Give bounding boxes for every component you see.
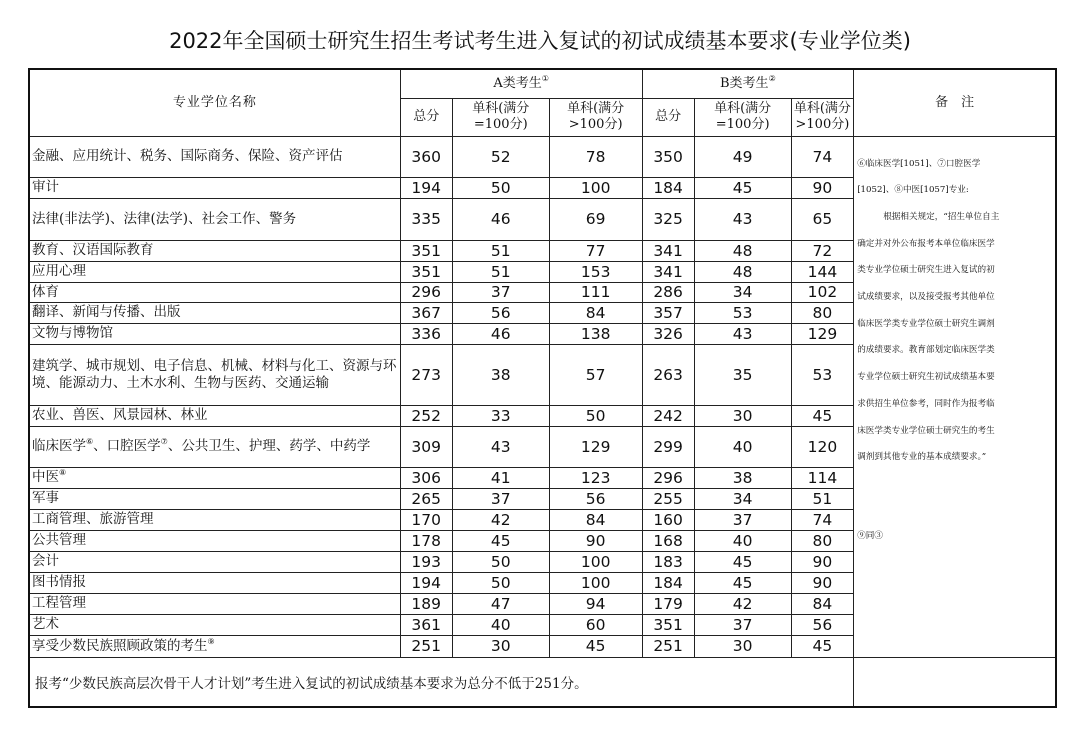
row-name: 体育 <box>29 282 400 302</box>
header-a-total: 总分 <box>400 98 452 136</box>
a-single-eq100: 37 <box>452 488 549 509</box>
header-b-total: 总分 <box>642 98 694 136</box>
b-single-eq100: 30 <box>694 405 791 426</box>
page-title: 2022年全国硕士研究生招生考试考生进入复试的初试成绩基本要求(专业学位类) <box>169 29 911 53</box>
header-group-b: B类考生② <box>642 69 854 98</box>
b-total: 184 <box>642 177 694 198</box>
remarks-tail: ⑨同③ <box>857 530 883 541</box>
b-single-eq100: 45 <box>694 551 791 572</box>
a-total: 306 <box>400 467 452 488</box>
a-total: 351 <box>400 240 452 261</box>
row-name: 审计 <box>29 177 400 198</box>
b-total: 350 <box>642 136 694 177</box>
a-total: 194 <box>400 572 452 593</box>
b-single-eq100: 53 <box>694 302 791 323</box>
a-total: 178 <box>400 530 452 551</box>
b-total: 325 <box>642 198 694 240</box>
a-total: 360 <box>400 136 452 177</box>
a-total: 335 <box>400 198 452 240</box>
b-single-eq100: 43 <box>694 198 791 240</box>
footer-note: 报考“少数民族高层次骨干人才计划”考生进入复试的初试成绩基本要求为总分不低于251分。 <box>29 657 854 707</box>
score-requirements-table <box>28 68 1057 708</box>
b-single-gt100: 80 <box>791 530 854 551</box>
a-total: 189 <box>400 593 452 614</box>
b-single-eq100: 30 <box>694 635 791 657</box>
b-single-gt100: 90 <box>791 551 854 572</box>
row-name: 享受少数民族照顾政策的考生⑨ <box>29 635 400 657</box>
b-single-gt100: 74 <box>791 136 854 177</box>
b-single-eq100: 37 <box>694 614 791 635</box>
remarks-line: ⑥临床医学[1051]、⑦口腔医学 <box>857 158 981 169</box>
a-single-gt100: 69 <box>549 198 642 240</box>
table-row <box>29 136 1056 177</box>
row-name: 应用心理 <box>29 261 400 282</box>
row-name: 法律(非法学)、法律(法学)、社会工作、警务 <box>29 198 400 240</box>
footnote-2-mark: ② <box>768 73 776 83</box>
a-total: 251 <box>400 635 452 657</box>
a-single-eq100: 43 <box>452 426 549 467</box>
row-name: 临床医学⑥、口腔医学⑦、公共卫生、护理、药学、中药学 <box>29 426 400 467</box>
remarks-line: [1052]、⑧中医[1057]专业: <box>857 185 969 196</box>
row-name: 公共管理 <box>29 530 400 551</box>
a-single-gt100: 50 <box>549 405 642 426</box>
b-single-eq100: 38 <box>694 467 791 488</box>
footnote-7-mark: ⑦ <box>160 437 168 446</box>
b-single-eq100: 45 <box>694 177 791 198</box>
row-name: 文物与博物馆 <box>29 323 400 344</box>
b-single-gt100: 56 <box>791 614 854 635</box>
row-name: 图书情报 <box>29 572 400 593</box>
a-total: 194 <box>400 177 452 198</box>
row-name: 工商管理、旅游管理 <box>29 509 400 530</box>
a-single-gt100: 45 <box>549 635 642 657</box>
row-name: 中医⑧ <box>29 467 400 488</box>
b-single-gt100: 74 <box>791 509 854 530</box>
remarks-line: 调剂到其他专业的基本成绩要求。” <box>857 452 987 463</box>
remarks-line: 床医学类专业学位硕士研究生的考生 <box>857 425 995 436</box>
a-single-gt100: 60 <box>549 614 642 635</box>
a-single-gt100: 84 <box>549 302 642 323</box>
a-single-eq100: 41 <box>452 467 549 488</box>
a-single-gt100: 100 <box>549 177 642 198</box>
header-name-column: 专业学位名称 <box>29 69 400 136</box>
a-single-eq100: 51 <box>452 240 549 261</box>
a-single-eq100: 52 <box>452 136 549 177</box>
a-single-eq100: 56 <box>452 302 549 323</box>
remarks-line: 的成绩要求。教育部划定临床医学类 <box>857 345 995 356</box>
b-single-eq100: 35 <box>694 344 791 405</box>
row-name: 农业、兽医、风景园林、林业 <box>29 405 400 426</box>
a-single-eq100: 37 <box>452 282 549 302</box>
b-single-eq100: 37 <box>694 509 791 530</box>
a-single-eq100: 50 <box>452 177 549 198</box>
remarks-cell <box>854 136 1056 657</box>
a-total: 309 <box>400 426 452 467</box>
b-single-eq100: 49 <box>694 136 791 177</box>
b-single-gt100: 65 <box>791 198 854 240</box>
a-single-gt100: 100 <box>549 572 642 593</box>
row-name: 建筑学、城市规划、电子信息、机械、材料与化工、资源与环境、能源动力、土木水利、生物与医药、交通运输 <box>29 344 400 405</box>
a-total: 265 <box>400 488 452 509</box>
header-b-single-eq100: 单科(满分 =100分) <box>694 98 791 136</box>
a-single-gt100: 100 <box>549 551 642 572</box>
b-total: 296 <box>642 467 694 488</box>
remarks-line: 类专业学位硕士研究生进入复试的初 <box>857 265 995 276</box>
b-single-gt100: 80 <box>791 302 854 323</box>
a-single-gt100: 90 <box>549 530 642 551</box>
a-single-gt100: 129 <box>549 426 642 467</box>
a-total: 336 <box>400 323 452 344</box>
a-single-gt100: 57 <box>549 344 642 405</box>
a-total: 367 <box>400 302 452 323</box>
a-total: 296 <box>400 282 452 302</box>
b-total: 341 <box>642 240 694 261</box>
row-name: 工程管理 <box>29 593 400 614</box>
b-single-eq100: 34 <box>694 488 791 509</box>
b-single-gt100: 53 <box>791 344 854 405</box>
b-single-eq100: 48 <box>694 240 791 261</box>
b-total: 168 <box>642 530 694 551</box>
b-single-gt100: 120 <box>791 426 854 467</box>
header-a-single-eq100: 单科(满分 =100分) <box>452 98 549 136</box>
remarks-line: 求供招生单位参考，同时作为报考临 <box>857 398 995 409</box>
a-total: 193 <box>400 551 452 572</box>
b-single-eq100: 42 <box>694 593 791 614</box>
a-single-eq100: 50 <box>452 551 549 572</box>
b-single-gt100: 45 <box>791 405 854 426</box>
a-single-eq100: 46 <box>452 323 549 344</box>
header-b-single-gt100: 单科(满分 >100分) <box>791 98 854 136</box>
a-total: 351 <box>400 261 452 282</box>
header-group-a: A类考生① <box>400 69 642 98</box>
b-total: 255 <box>642 488 694 509</box>
b-total: 351 <box>642 614 694 635</box>
header-remarks: 备 注 <box>854 69 1056 136</box>
b-total: 251 <box>642 635 694 657</box>
row-name: 军事 <box>29 488 400 509</box>
a-single-eq100: 30 <box>452 635 549 657</box>
footnote-8-mark: ⑧ <box>59 468 67 477</box>
row-name: 翻译、新闻与传播、出版 <box>29 302 400 323</box>
a-single-eq100: 33 <box>452 405 549 426</box>
a-single-eq100: 47 <box>452 593 549 614</box>
row-name: 金融、应用统计、税务、国际商务、保险、资产评估 <box>29 136 400 177</box>
b-total: 263 <box>642 344 694 405</box>
remarks-line: 试成绩要求，以及接受报考其他单位 <box>857 292 995 303</box>
b-total: 341 <box>642 261 694 282</box>
b-total: 184 <box>642 572 694 593</box>
row-name: 教育、汉语国际教育 <box>29 240 400 261</box>
remarks-line: 专业学位硕士研究生初试成绩基本要 <box>857 372 995 383</box>
a-single-gt100: 56 <box>549 488 642 509</box>
b-single-eq100: 48 <box>694 261 791 282</box>
a-single-gt100: 111 <box>549 282 642 302</box>
b-single-gt100: 72 <box>791 240 854 261</box>
a-total: 252 <box>400 405 452 426</box>
b-total: 286 <box>642 282 694 302</box>
b-single-gt100: 51 <box>791 488 854 509</box>
b-single-eq100: 43 <box>694 323 791 344</box>
b-single-gt100: 45 <box>791 635 854 657</box>
a-single-eq100: 42 <box>452 509 549 530</box>
a-single-gt100: 94 <box>549 593 642 614</box>
a-single-eq100: 38 <box>452 344 549 405</box>
b-total: 357 <box>642 302 694 323</box>
b-total: 299 <box>642 426 694 467</box>
b-single-eq100: 40 <box>694 426 791 467</box>
b-total: 183 <box>642 551 694 572</box>
a-single-gt100: 84 <box>549 509 642 530</box>
remarks-line: 确定并对外公布报考本单位临床医学 <box>857 238 995 249</box>
a-single-eq100: 45 <box>452 530 549 551</box>
a-single-gt100: 153 <box>549 261 642 282</box>
row-name: 艺术 <box>29 614 400 635</box>
b-single-gt100: 129 <box>791 323 854 344</box>
footnote-1-mark: ① <box>541 73 549 83</box>
row-name: 会计 <box>29 551 400 572</box>
b-single-eq100: 40 <box>694 530 791 551</box>
a-single-gt100: 78 <box>549 136 642 177</box>
a-single-gt100: 123 <box>549 467 642 488</box>
remarks-line: 临床医学类专业学位硕士研究生调剂 <box>857 318 995 329</box>
remarks-line: 根据相关规定，“招生单位自主 <box>883 211 1000 222</box>
b-total: 179 <box>642 593 694 614</box>
a-total: 273 <box>400 344 452 405</box>
a-total: 170 <box>400 509 452 530</box>
a-single-eq100: 40 <box>452 614 549 635</box>
b-single-gt100: 84 <box>791 593 854 614</box>
header-a-single-gt100: 单科(满分 >100分) <box>549 98 642 136</box>
b-total: 242 <box>642 405 694 426</box>
footer-row <box>29 657 1056 707</box>
a-single-eq100: 50 <box>452 572 549 593</box>
a-single-gt100: 138 <box>549 323 642 344</box>
b-single-gt100: 90 <box>791 572 854 593</box>
a-single-eq100: 51 <box>452 261 549 282</box>
a-single-gt100: 77 <box>549 240 642 261</box>
b-total: 160 <box>642 509 694 530</box>
a-total: 361 <box>400 614 452 635</box>
b-single-gt100: 102 <box>791 282 854 302</box>
b-total: 326 <box>642 323 694 344</box>
b-single-eq100: 45 <box>694 572 791 593</box>
b-single-eq100: 34 <box>694 282 791 302</box>
b-single-gt100: 90 <box>791 177 854 198</box>
footnote-6-mark: ⑥ <box>86 437 94 446</box>
b-single-gt100: 144 <box>791 261 854 282</box>
a-single-eq100: 46 <box>452 198 549 240</box>
b-single-gt100: 114 <box>791 467 854 488</box>
footer-remarks-cell <box>854 657 1056 707</box>
footnote-9-mark: ⑨ <box>207 636 215 646</box>
